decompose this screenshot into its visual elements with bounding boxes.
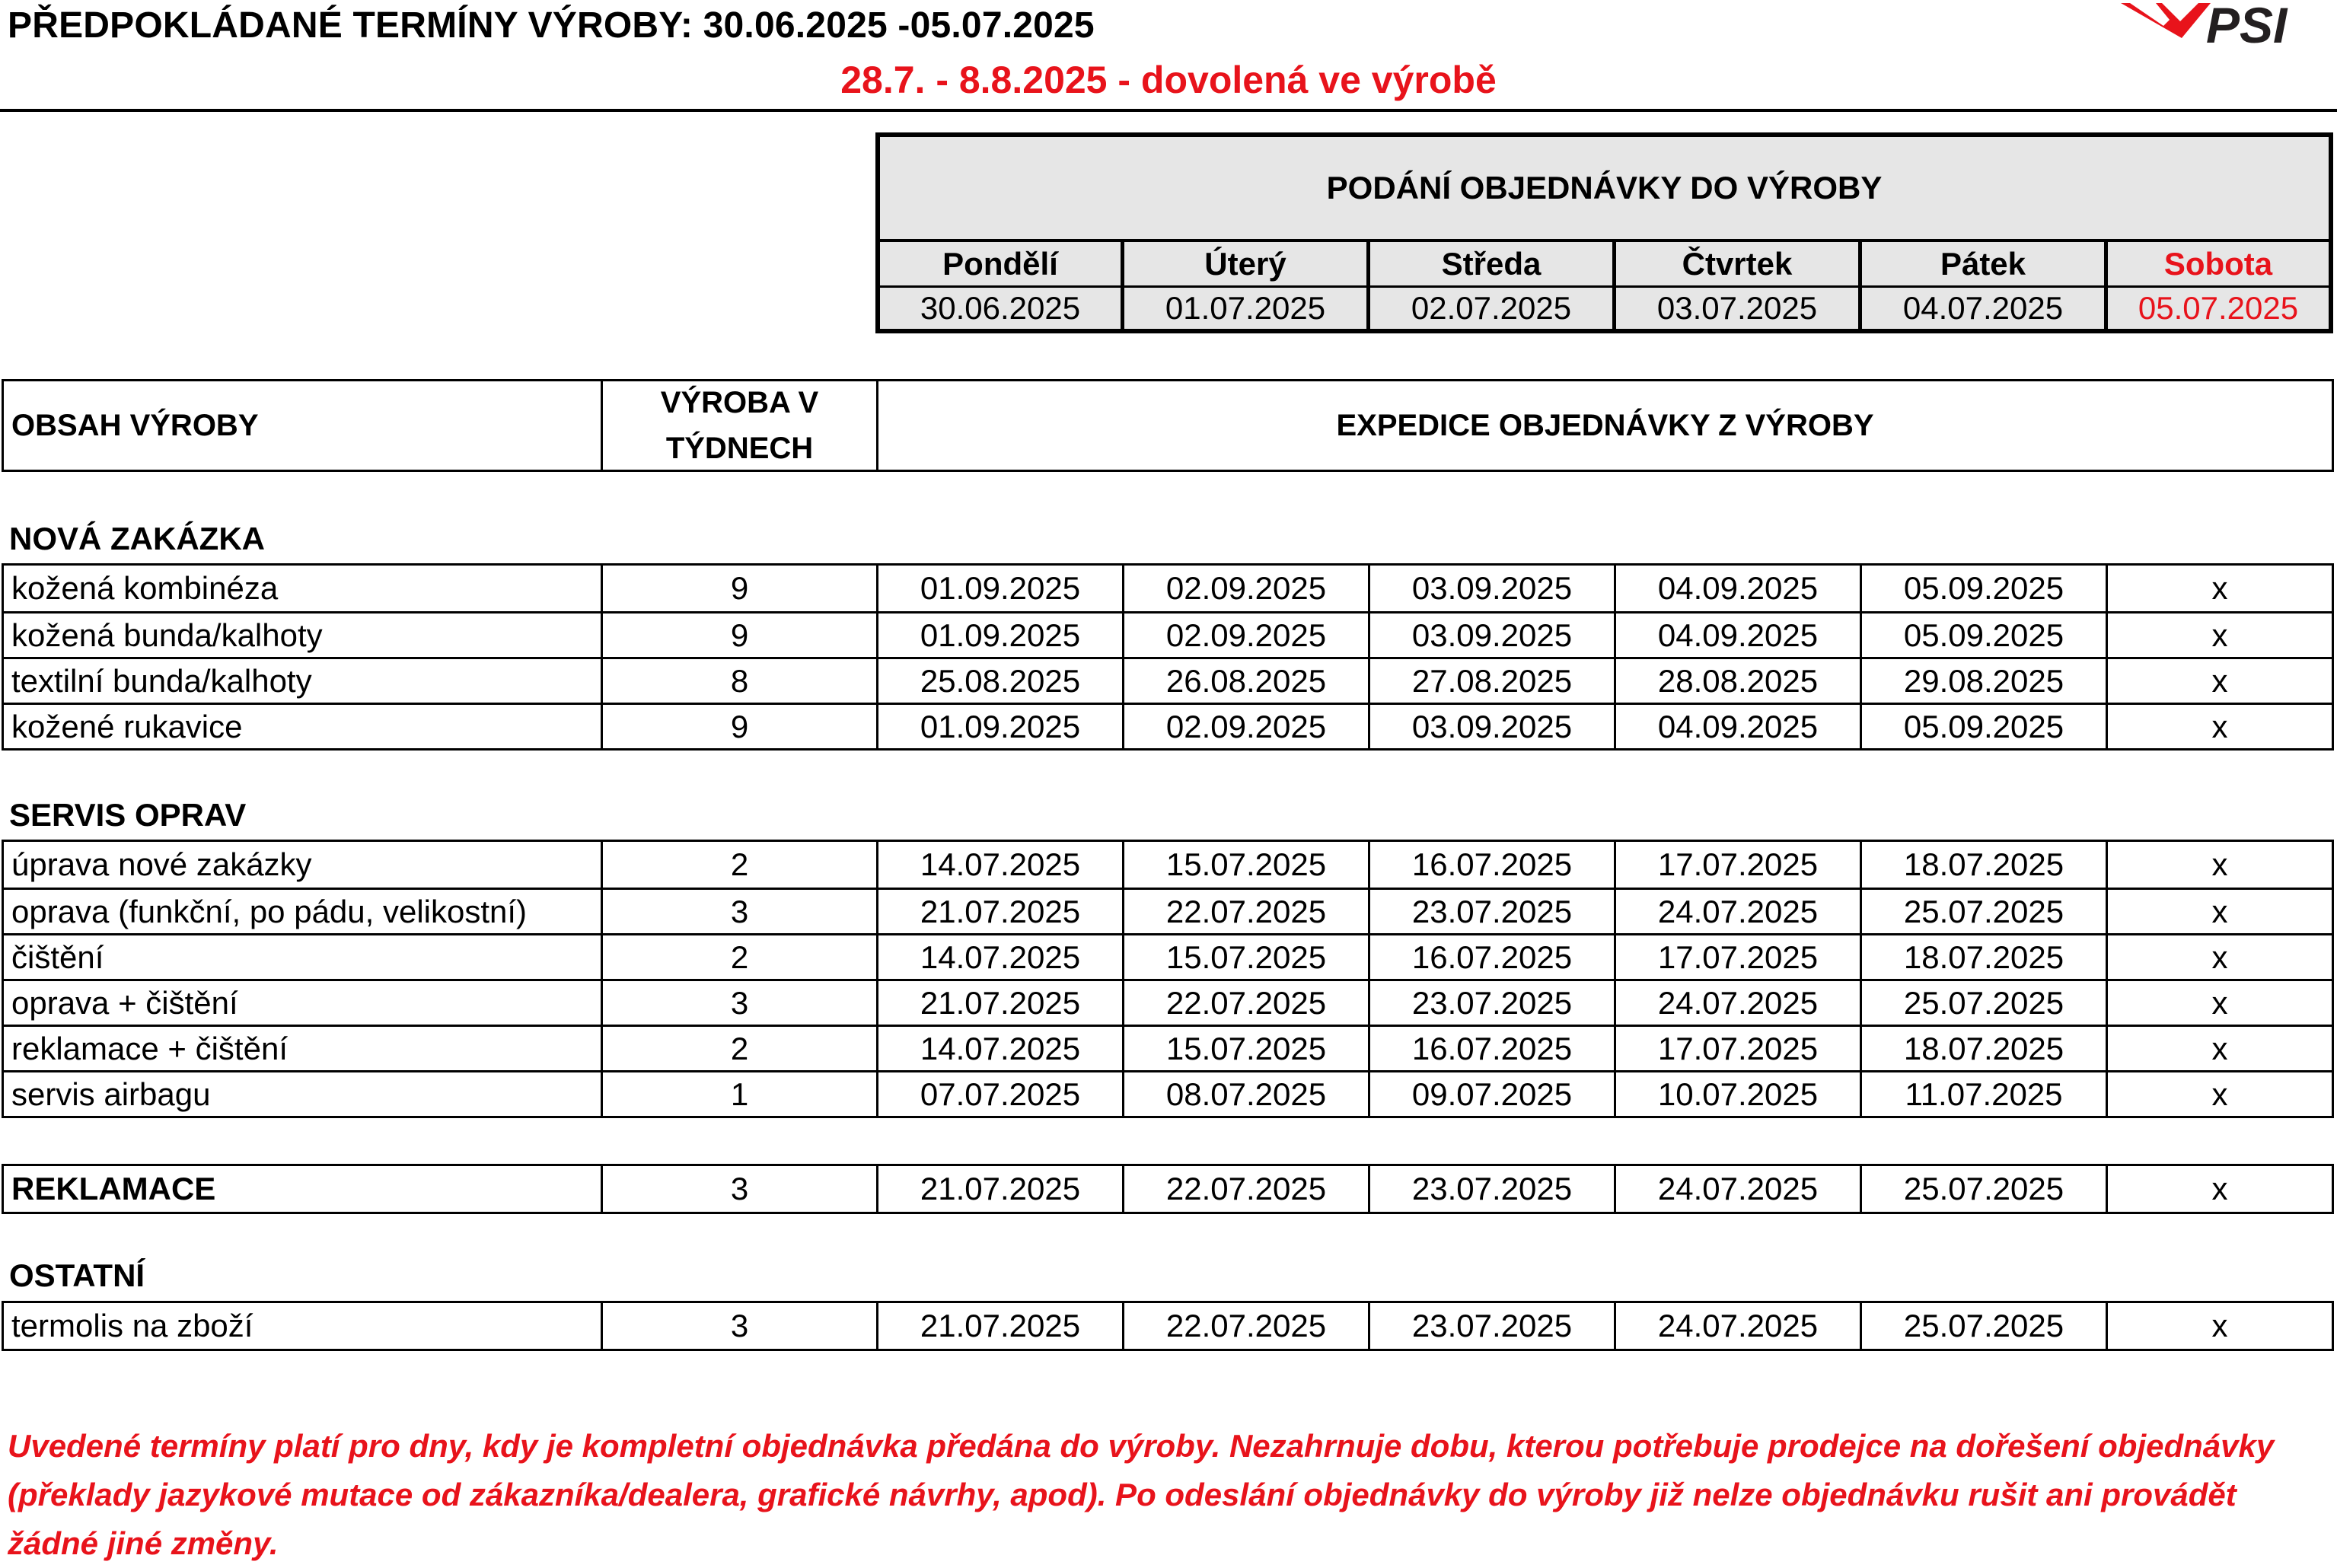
weeks-header-line1: VÝROBA V xyxy=(660,386,819,419)
row-date: 23.07.2025 xyxy=(1370,890,1616,933)
row-saturday: x xyxy=(2211,570,2228,606)
row-saturday: x xyxy=(2211,846,2228,882)
row-date: 05.09.2025 xyxy=(1862,613,2108,657)
row-date: 22.07.2025 xyxy=(1124,890,1370,933)
row-weeks: 2 xyxy=(603,842,878,888)
row-weeks: 3 xyxy=(603,1166,878,1212)
row-name: kožené rukavice xyxy=(4,705,603,748)
row-date: 27.08.2025 xyxy=(1370,659,1616,703)
table-row xyxy=(4,1025,2332,1070)
holiday-notice: 28.7. - 8.8.2025 - dovolená ve výrobě xyxy=(840,59,1497,101)
row-date: 02.09.2025 xyxy=(1124,613,1370,657)
row-name: reklamace + čištění xyxy=(4,1027,603,1070)
row-saturday: x xyxy=(2211,939,2228,975)
disclaimer-note: Uvedené termíny platí pro dny, kdy je kompletní objednávka předána do výroby. Nezahrnuje dobu, kterou potřebuje prodejce na dořešení objednávky (překlady jazykové mutace od zákazníka/dealera, grafické návrhy, apod). Po odeslání objednávky do výroby již nelze objednávku rušit ani provádět žádné jiné změny. xyxy=(8,1428,2275,1561)
table-row xyxy=(4,657,2332,703)
row-date: 01.09.2025 xyxy=(878,705,1124,748)
table-row xyxy=(4,888,2332,933)
row-date: 02.09.2025 xyxy=(1124,566,1370,611)
row-name: kožená kombinéza xyxy=(4,566,603,611)
row-date: 05.09.2025 xyxy=(1862,566,2108,611)
row-date: 18.07.2025 xyxy=(1862,1027,2108,1070)
row-saturday: x xyxy=(2211,1308,2228,1343)
section-table-new-order xyxy=(2,563,2334,751)
row-date: 21.07.2025 xyxy=(878,890,1124,933)
row-date: 23.07.2025 xyxy=(1370,981,1616,1025)
row-date: 25.07.2025 xyxy=(1862,1166,2108,1212)
row-date: 24.07.2025 xyxy=(1616,1166,1862,1212)
row-date: 10.07.2025 xyxy=(1616,1072,1862,1116)
section-table-repair-service xyxy=(2,840,2334,1118)
row-date: 25.07.2025 xyxy=(1862,981,2108,1025)
table-row xyxy=(4,842,2332,888)
row-date: 16.07.2025 xyxy=(1370,842,1616,888)
row-date: 22.07.2025 xyxy=(1124,1303,1370,1349)
logo-text: PSI xyxy=(2206,0,2288,49)
row-date: 18.07.2025 xyxy=(1862,842,2108,888)
table-row xyxy=(4,1070,2332,1116)
row-date: 07.07.2025 xyxy=(878,1072,1124,1116)
row-weeks: 8 xyxy=(603,659,878,703)
weekday-label: Pondělí xyxy=(880,242,1124,285)
row-date: 08.07.2025 xyxy=(1124,1072,1370,1116)
section-label-new-order: NOVÁ ZAKÁZKA xyxy=(9,521,265,556)
expedition-header xyxy=(2,379,2334,472)
section-label-repair-service: SERVIS OPRAV xyxy=(9,797,247,833)
row-name: servis airbagu xyxy=(4,1072,603,1116)
row-date: 25.07.2025 xyxy=(1862,890,2108,933)
row-name: oprava (funkční, po pádu, velikostní) xyxy=(4,890,603,933)
header-rule xyxy=(0,109,2337,112)
row-name: termolis na zboží xyxy=(4,1303,603,1349)
weekday-label: Pátek xyxy=(1862,242,2108,285)
row-date: 09.07.2025 xyxy=(1370,1072,1616,1116)
order-submission-box xyxy=(875,132,2333,333)
weekday-label: Úterý xyxy=(1124,242,1370,285)
row-date: 22.07.2025 xyxy=(1124,981,1370,1025)
row-name: oprava + čištění xyxy=(4,981,603,1025)
table-row xyxy=(4,703,2332,748)
psi-logo xyxy=(2116,0,2333,49)
row-date: 14.07.2025 xyxy=(878,935,1124,979)
page-title: PŘEDPOKLÁDANÉ TERMÍNY VÝROBY: 30.06.2025 -05.07.2025 xyxy=(8,5,1095,46)
row-date: 01.09.2025 xyxy=(878,613,1124,657)
row-weeks: 9 xyxy=(603,613,878,657)
row-weeks: 9 xyxy=(603,566,878,611)
row-date: 04.09.2025 xyxy=(1616,705,1862,748)
table-row xyxy=(4,979,2332,1025)
row-date: 25.07.2025 xyxy=(1862,1303,2108,1349)
weekday-label: Středa xyxy=(1370,242,1616,285)
row-date: 15.07.2025 xyxy=(1124,842,1370,888)
row-date: 17.07.2025 xyxy=(1616,842,1862,888)
section-table-other xyxy=(2,1301,2334,1351)
order-date: 01.07.2025 xyxy=(1124,288,1370,329)
row-date: 18.07.2025 xyxy=(1862,935,2108,979)
column-header-content: OBSAH VÝROBY xyxy=(4,381,603,470)
order-date-row xyxy=(880,288,2329,329)
row-date: 21.07.2025 xyxy=(878,1166,1124,1212)
row-name: úprava nové zakázky xyxy=(4,842,603,888)
row-date: 05.09.2025 xyxy=(1862,705,2108,748)
row-date: 21.07.2025 xyxy=(878,981,1124,1025)
row-name: textilní bunda/kalhoty xyxy=(4,659,603,703)
row-date: 26.08.2025 xyxy=(1124,659,1370,703)
row-name: REKLAMACE xyxy=(4,1166,603,1212)
row-weeks: 1 xyxy=(603,1072,878,1116)
row-name: čištění xyxy=(4,935,603,979)
row-weeks: 9 xyxy=(603,705,878,748)
order-date: 03.07.2025 xyxy=(1616,288,1862,329)
row-weeks: 3 xyxy=(603,1303,878,1349)
row-date: 15.07.2025 xyxy=(1124,1027,1370,1070)
row-saturday: x xyxy=(2211,984,2228,1021)
row-saturday: x xyxy=(2211,1171,2228,1206)
table-row xyxy=(4,611,2332,657)
table-row xyxy=(4,566,2332,611)
row-date: 22.07.2025 xyxy=(1124,1166,1370,1212)
table-row xyxy=(4,933,2332,979)
weekday-row xyxy=(880,242,2329,288)
row-date: 11.07.2025 xyxy=(1862,1072,2108,1116)
row-saturday: x xyxy=(2211,708,2228,744)
order-date: 02.07.2025 xyxy=(1370,288,1616,329)
row-date: 02.09.2025 xyxy=(1124,705,1370,748)
row-saturday: x xyxy=(2211,617,2228,653)
order-date: 04.07.2025 xyxy=(1862,288,2108,329)
order-date: 30.06.2025 xyxy=(880,288,1124,329)
row-date: 24.07.2025 xyxy=(1616,981,1862,1025)
row-saturday: x xyxy=(2211,1030,2228,1066)
row-date: 14.07.2025 xyxy=(878,842,1124,888)
weekday-label-saturday: Sobota xyxy=(2108,242,2329,285)
row-date: 01.09.2025 xyxy=(878,566,1124,611)
row-weeks: 2 xyxy=(603,1027,878,1070)
table-row xyxy=(4,1303,2332,1349)
row-saturday: x xyxy=(2211,1076,2228,1112)
weekday-label: Čtvrtek xyxy=(1616,242,1862,285)
weeks-header-line2: TÝDNECH xyxy=(665,432,814,465)
row-date: 16.07.2025 xyxy=(1370,1027,1616,1070)
row-date: 03.09.2025 xyxy=(1370,566,1616,611)
row-date: 17.07.2025 xyxy=(1616,1027,1862,1070)
row-date: 17.07.2025 xyxy=(1616,935,1862,979)
row-weeks: 2 xyxy=(603,935,878,979)
row-weeks: 3 xyxy=(603,890,878,933)
row-date: 28.08.2025 xyxy=(1616,659,1862,703)
row-date: 23.07.2025 xyxy=(1370,1303,1616,1349)
section-label-other: OSTATNÍ xyxy=(9,1257,145,1293)
row-date: 04.09.2025 xyxy=(1616,613,1862,657)
row-date: 21.07.2025 xyxy=(878,1303,1124,1349)
row-date: 24.07.2025 xyxy=(1616,890,1862,933)
row-name: kožená bunda/kalhoty xyxy=(4,613,603,657)
row-date: 04.09.2025 xyxy=(1616,566,1862,611)
row-date: 24.07.2025 xyxy=(1616,1303,1862,1349)
order-date-saturday: 05.07.2025 xyxy=(2108,288,2329,329)
row-date: 25.08.2025 xyxy=(878,659,1124,703)
column-header-expedition: EXPEDICE OBJEDNÁVKY Z VÝROBY xyxy=(1336,408,1874,442)
section-table-complaints xyxy=(2,1164,2334,1214)
row-weeks: 3 xyxy=(603,981,878,1025)
row-date: 29.08.2025 xyxy=(1862,659,2108,703)
table-row xyxy=(4,1166,2332,1212)
row-date: 14.07.2025 xyxy=(878,1027,1124,1070)
row-saturday: x xyxy=(2211,893,2228,929)
row-date: 16.07.2025 xyxy=(1370,935,1616,979)
row-date: 03.09.2025 xyxy=(1370,705,1616,748)
row-date: 15.07.2025 xyxy=(1124,935,1370,979)
row-date: 03.09.2025 xyxy=(1370,613,1616,657)
order-box-heading: PODÁNÍ OBJEDNÁVKY DO VÝROBY xyxy=(880,137,2329,242)
row-saturday: x xyxy=(2211,662,2228,699)
row-date: 23.07.2025 xyxy=(1370,1166,1616,1212)
column-header-weeks xyxy=(603,381,878,470)
